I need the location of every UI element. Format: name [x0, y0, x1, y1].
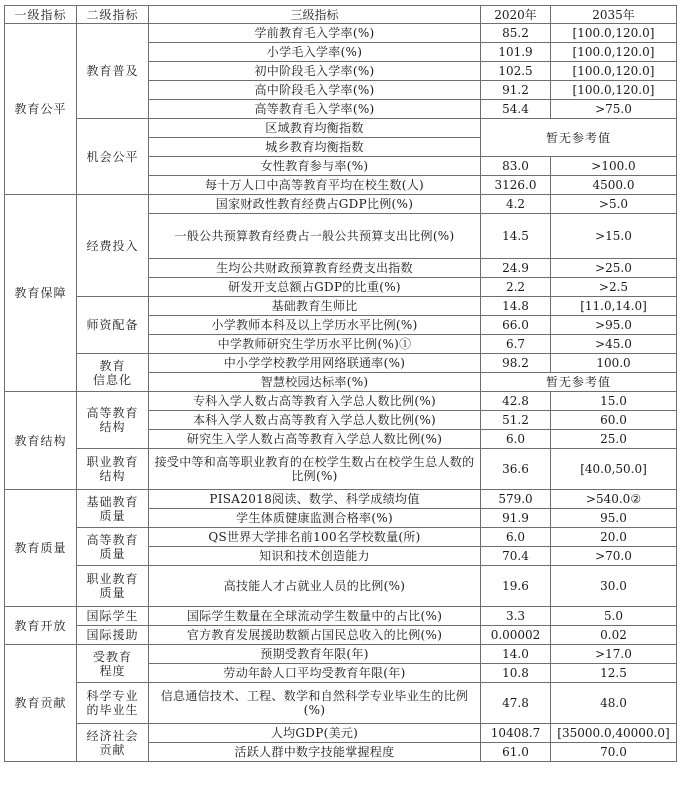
level3-indicator: 每十万人口中高等教育平均在校生数(人): [149, 176, 481, 195]
table-row: [5, 24, 677, 43]
value-2020: 3126.0: [481, 176, 551, 195]
level3-indicator: 区域教育均衡指数: [149, 119, 481, 138]
value-2035: 100.0: [551, 354, 677, 373]
level3-indicator: 智慧校园达标率(%): [149, 373, 481, 392]
value-2035: [100.0,120.0]: [551, 24, 677, 43]
value-2020: 98.2: [481, 354, 551, 373]
value-2035: [100.0,120.0]: [551, 81, 677, 100]
level2-indicator: 国际援助: [77, 626, 149, 645]
value-2020: 83.0: [481, 157, 551, 176]
value-2035: 12.5: [551, 664, 677, 683]
value-2035: >2.5: [551, 278, 677, 297]
value-2035: 60.0: [551, 411, 677, 430]
level3-indicator: 劳动年龄人口平均受教育年限(年): [149, 664, 481, 683]
level3-indicator: 研发开支总额占GDP的比重(%): [149, 278, 481, 297]
value-2035: [40.0,50.0]: [551, 449, 677, 490]
value-2035: >17.0: [551, 645, 677, 664]
level3-indicator: 高技能人才占就业人员的比例(%): [149, 566, 481, 607]
level3-indicator: 初中阶段毛入学率(%): [149, 62, 481, 81]
level2-indicator: 基础教育 质量: [77, 490, 149, 528]
no-reference-value: 暂无参考值: [481, 119, 677, 157]
level3-indicator: 高等教育毛入学率(%): [149, 100, 481, 119]
level3-indicator: 学前教育毛入学率(%): [149, 24, 481, 43]
level2-indicator: 师资配备: [77, 297, 149, 354]
value-2035: >70.0: [551, 547, 677, 566]
value-2020: 47.8: [481, 683, 551, 724]
value-2020: 0.00002: [481, 626, 551, 645]
value-2020: 2.2: [481, 278, 551, 297]
level2-indicator: 职业教育 结构: [77, 449, 149, 490]
value-2020: 6.0: [481, 528, 551, 547]
level3-indicator: 城乡教育均衡指数: [149, 138, 481, 157]
no-reference-value: 暂无参考值: [481, 373, 677, 392]
value-2020: 6.7: [481, 335, 551, 354]
value-2020: 91.2: [481, 81, 551, 100]
level3-indicator: 人均GDP(美元): [149, 724, 481, 743]
value-2020: 14.8: [481, 297, 551, 316]
value-2035: 70.0: [551, 743, 677, 762]
level2-indicator: 国际学生: [77, 607, 149, 626]
value-2035: [11.0,14.0]: [551, 297, 677, 316]
level3-indicator: 知识和技术创造能力: [149, 547, 481, 566]
value-2020: 85.2: [481, 24, 551, 43]
value-2020: 24.9: [481, 259, 551, 278]
level2-indicator: 受教育 程度: [77, 645, 149, 683]
level2-indicator: 职业教育 质量: [77, 566, 149, 607]
level2-indicator: 教育普及: [77, 24, 149, 119]
level3-indicator: 官方教育发展援助数额占国民总收入的比例(%): [149, 626, 481, 645]
level3-indicator: 接受中等和高等职业教育的在校学生数占在校学生总人数的比例(%): [149, 449, 481, 490]
value-2020: 3.3: [481, 607, 551, 626]
level3-indicator: 本科入学人数占高等教育入学总人数比例(%): [149, 411, 481, 430]
value-2035: 30.0: [551, 566, 677, 607]
value-2035: 15.0: [551, 392, 677, 411]
value-2020: 579.0: [481, 490, 551, 509]
level3-indicator: 专科入学人数占高等教育入学总人数比例(%): [149, 392, 481, 411]
value-2035: [100.0,120.0]: [551, 43, 677, 62]
table-row: [5, 449, 677, 490]
value-2020: 36.6: [481, 449, 551, 490]
level3-indicator: 女性教育参与率(%): [149, 157, 481, 176]
table-row: [5, 566, 677, 607]
value-2035: >25.0: [551, 259, 677, 278]
level3-indicator: 国际学生数量在全球流动学生数量中的占比(%): [149, 607, 481, 626]
level3-indicator: 国家财政性教育经费占GDP比例(%): [149, 195, 481, 214]
table-row: [5, 626, 677, 645]
value-2020: 61.0: [481, 743, 551, 762]
level2-indicator: 机会公平: [77, 119, 149, 195]
table-row: [5, 528, 677, 547]
level3-indicator: 学生体质健康监测合格率(%): [149, 509, 481, 528]
header-row: [5, 6, 677, 24]
value-2035: [100.0,120.0]: [551, 62, 677, 81]
value-2020: 54.4: [481, 100, 551, 119]
table-row: [5, 119, 677, 138]
value-2035: >95.0: [551, 316, 677, 335]
level1-indicator: 教育开放: [5, 607, 77, 645]
level3-indicator: 一般公共预算教育经费占一般公共预算支出比例(%): [149, 214, 481, 259]
value-2020: 19.6: [481, 566, 551, 607]
value-2035: 25.0: [551, 430, 677, 449]
level3-indicator: 基础教育生师比: [149, 297, 481, 316]
level1-indicator: 教育结构: [5, 392, 77, 490]
level2-indicator: 经费投入: [77, 195, 149, 297]
value-2035: >5.0: [551, 195, 677, 214]
value-2020: 70.4: [481, 547, 551, 566]
indicator-table: [4, 5, 677, 762]
value-2035: 0.02: [551, 626, 677, 645]
value-2020: 6.0: [481, 430, 551, 449]
level3-indicator: 高中阶段毛入学率(%): [149, 81, 481, 100]
indicator-table-body: [5, 24, 677, 762]
value-2035: >540.0②: [551, 490, 677, 509]
value-2035: 5.0: [551, 607, 677, 626]
level2-indicator: 高等教育 质量: [77, 528, 149, 566]
level3-indicator: 活跃人群中数字技能掌握程度: [149, 743, 481, 762]
value-2035: >15.0: [551, 214, 677, 259]
level3-indicator: 预期受教育年限(年): [149, 645, 481, 664]
level3-indicator: 小学教师本科及以上学历水平比例(%): [149, 316, 481, 335]
value-2035: >75.0: [551, 100, 677, 119]
level3-indicator: 信息通信技术、工程、数学和自然科学专业毕业生的比例(%): [149, 683, 481, 724]
level3-indicator: QS世界大学排名前100名学校数量(所): [149, 528, 481, 547]
level3-indicator: 小学毛入学率(%): [149, 43, 481, 62]
header-level1: 一级指标: [5, 6, 77, 24]
header-2020: 2020年: [481, 6, 551, 24]
level1-indicator: 教育质量: [5, 490, 77, 607]
value-2020: 101.9: [481, 43, 551, 62]
table-row: [5, 645, 677, 664]
level3-indicator: 中学教师研究生学历水平比例(%)①: [149, 335, 481, 354]
level3-indicator: 中小学学校教学用网络联通率(%): [149, 354, 481, 373]
value-2020: 4.2: [481, 195, 551, 214]
table-row: [5, 354, 677, 373]
level3-indicator: PISA2018阅读、数学、科学成绩均值: [149, 490, 481, 509]
level1-indicator: 教育公平: [5, 24, 77, 195]
value-2020: 91.9: [481, 509, 551, 528]
value-2020: 102.5: [481, 62, 551, 81]
level2-indicator: 教育 信息化: [77, 354, 149, 392]
value-2020: 14.5: [481, 214, 551, 259]
table-row: [5, 392, 677, 411]
header-2035: 2035年: [551, 6, 677, 24]
level2-indicator: 经济社会 贡献: [77, 724, 149, 762]
value-2020: 14.0: [481, 645, 551, 664]
level1-indicator: 教育贡献: [5, 645, 77, 762]
value-2035: 20.0: [551, 528, 677, 547]
value-2020: 66.0: [481, 316, 551, 335]
table-row: [5, 724, 677, 743]
value-2020: 51.2: [481, 411, 551, 430]
level3-indicator: 生均公共财政预算教育经费支出指数: [149, 259, 481, 278]
table-row: [5, 490, 677, 509]
value-2035: >45.0: [551, 335, 677, 354]
table-row: [5, 195, 677, 214]
value-2020: 10.8: [481, 664, 551, 683]
header-level3: 三级指标: [149, 6, 481, 24]
level1-indicator: 教育保障: [5, 195, 77, 392]
value-2035: 4500.0: [551, 176, 677, 195]
header-level2: 二级指标: [77, 6, 149, 24]
level2-indicator: 科学专业 的毕业生: [77, 683, 149, 724]
table-row: [5, 297, 677, 316]
value-2035: 95.0: [551, 509, 677, 528]
value-2035: >100.0: [551, 157, 677, 176]
value-2035: 48.0: [551, 683, 677, 724]
table-row: [5, 683, 677, 724]
value-2020: 10408.7: [481, 724, 551, 743]
table-row: [5, 607, 677, 626]
value-2035: [35000.0,40000.0]: [551, 724, 677, 743]
value-2020: 42.8: [481, 392, 551, 411]
level3-indicator: 研究生入学人数占高等教育入学总人数比例(%): [149, 430, 481, 449]
level2-indicator: 高等教育 结构: [77, 392, 149, 449]
